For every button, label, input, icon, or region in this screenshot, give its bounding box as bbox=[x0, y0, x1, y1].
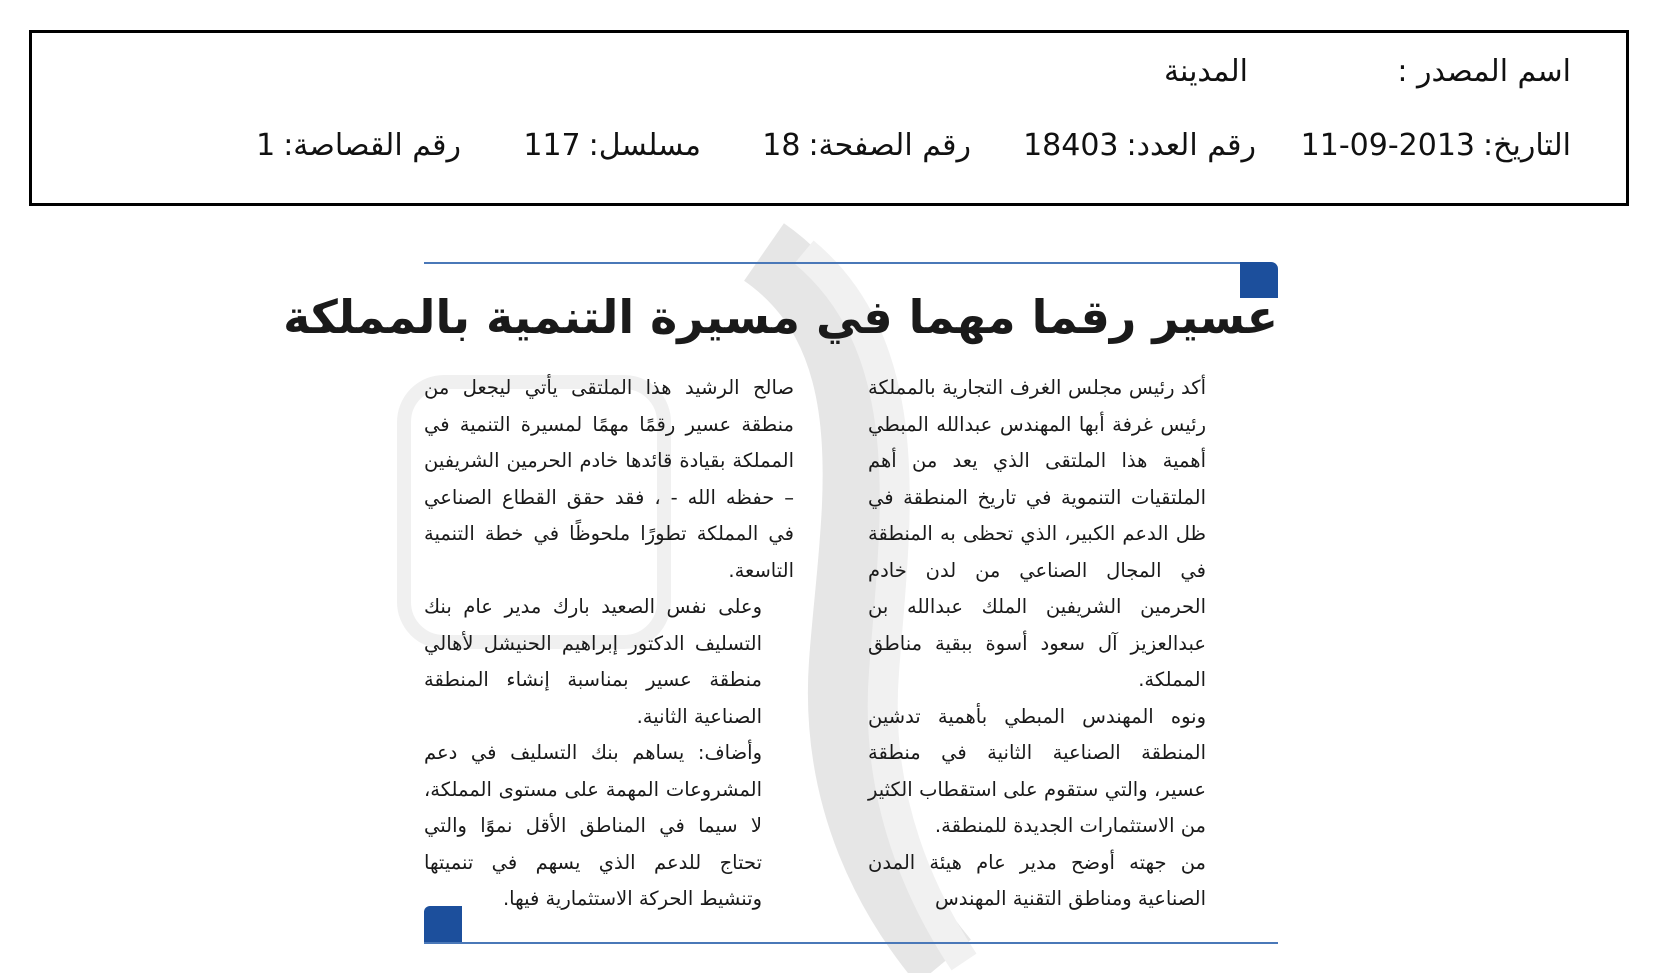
date-field bbox=[1301, 126, 1571, 166]
paragraph: وعلى نفس الصعيد بارك مدير عام بنك التسليف الدكتور إبراهيم الحنيشل لأهالي منطقة عسير بمناسبة إنشاء المنطقة الصناعية الثانية. bbox=[424, 595, 762, 728]
paragraph: من جهته أوضح مدير عام هيئة المدن الصناعية ومناطق التقنية المهندس bbox=[868, 850, 1206, 910]
top-rule bbox=[424, 262, 1240, 264]
serial-value: 117 bbox=[523, 128, 581, 163]
page-value: 18 bbox=[762, 128, 801, 163]
article-headline: عسير رقما مهما في مسيرة التنمية بالمملكة bbox=[283, 290, 1278, 344]
date-value: 2013-09-11 bbox=[1300, 128, 1476, 163]
corner-accent-bottom-left bbox=[424, 906, 462, 942]
bottom-rule bbox=[424, 942, 1278, 944]
article-column-left bbox=[424, 370, 794, 918]
issue-value: 18403 bbox=[1023, 128, 1119, 163]
metadata-row-source bbox=[32, 52, 1626, 92]
source-label: اسم المصدر : bbox=[1397, 54, 1571, 89]
date-label: التاريخ: bbox=[1483, 128, 1571, 163]
source-value: المدينة bbox=[1163, 54, 1248, 89]
paragraph: ونوه المهندس المبطي بأهمية تدشين المنطقة الصناعية الثانية في منطقة عسير، والتي ستقوم على استقطاب الكثير من الاستثمارات الجديدة للمنطقة. bbox=[868, 704, 1206, 837]
page-label: رقم الصفحة: bbox=[808, 128, 971, 163]
serial-label: مسلسل: bbox=[588, 128, 701, 163]
issue-field bbox=[1023, 126, 1256, 166]
article-column-right bbox=[868, 370, 1238, 918]
page-field bbox=[762, 126, 971, 166]
paragraph: صالح الرشيد هذا الملتقى يأتي ليجعل من منطقة عسير رقمًا مهمًا لمسيرة التنمية في المملكة بقيادة قائدها خادم الحرمين الشريفين – حفظه الله - ، فقد حقق القطاع الصناعي في المملكة تطورًا ملحوظًا في خطة التنمية التاسعة. bbox=[424, 376, 794, 582]
paragraph: أكد رئيس مجلس الغرف التجارية بالمملكة رئيس غرفة أبها المهندس عبدالله المبطي أهمية هذا الملتقى الذي يعد من أهم الملتقيات التنموية في تاريخ المنطقة في ظل الدعم الكبير، الذي تحظى به المنطقة في المجال الصناعي من لدن خادم الحرمين الشريفين الملك عبدالله بن عبدالعزيز آل سعود أسوة ببقية مناطق المملكة. bbox=[868, 376, 1206, 691]
article-clipping bbox=[283, 262, 1278, 944]
clip-field bbox=[256, 126, 461, 166]
clip-label: رقم القصاصة: bbox=[283, 128, 461, 163]
serial-field bbox=[523, 126, 701, 166]
clip-value: 1 bbox=[256, 128, 276, 163]
issue-label: رقم العدد: bbox=[1126, 128, 1256, 163]
clipping-metadata-box bbox=[29, 30, 1629, 206]
metadata-row-details bbox=[32, 126, 1626, 166]
paragraph: وأضاف: يساهم بنك التسليف في دعم المشروعات المهمة على مستوى المملكة، لا سيما في المناطق الأقل نموًا والتي تحتاج للدعم الذي يسهم في تنميتها وتنشيط الحركة الاستثمارية فيها. bbox=[424, 741, 762, 910]
